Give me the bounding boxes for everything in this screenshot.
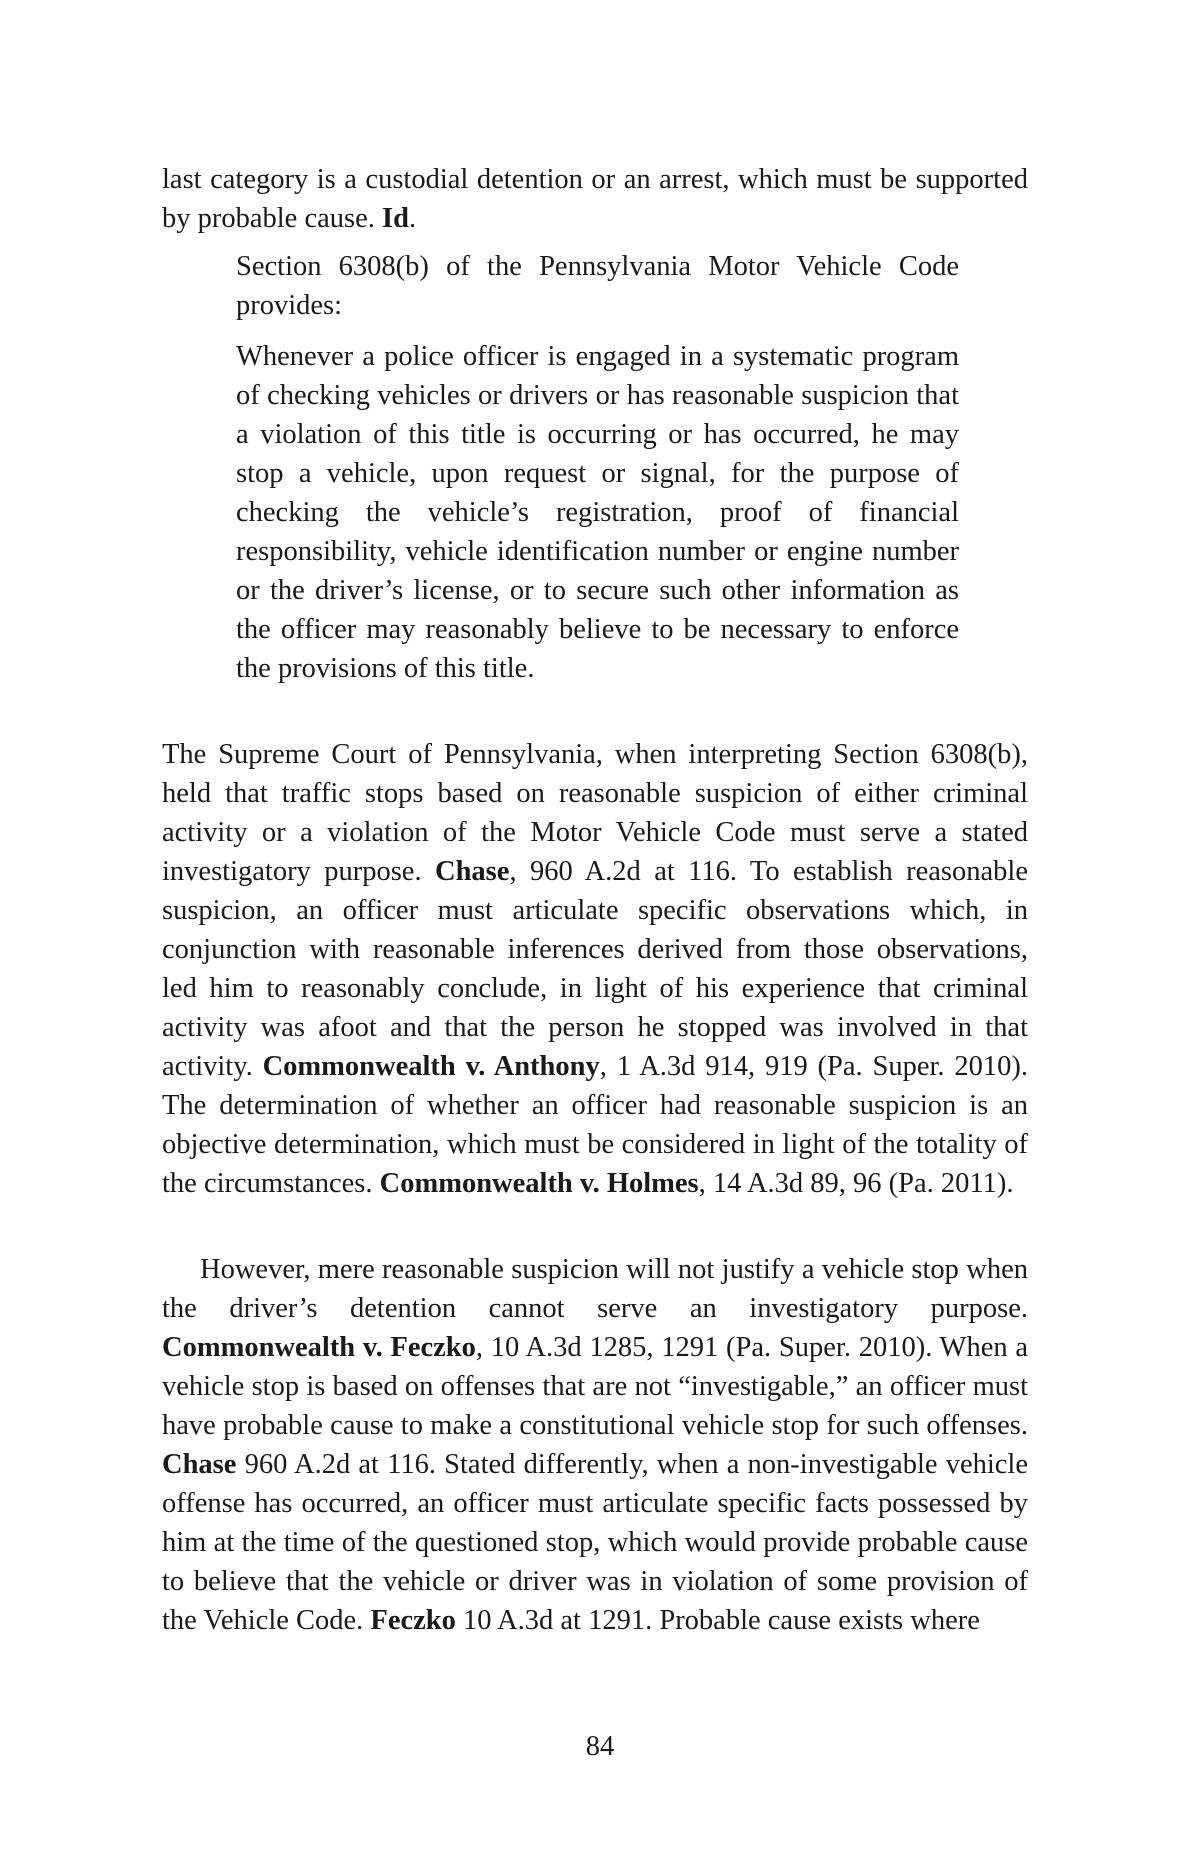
text-run: , 10 A.3d 1285, 1291 (Pa. Super. 2010). When a vehicle stop is based on offenses that are not “investigable,” an officer must have probable cause to make a constitutional vehicle stop for such offenses.	[162, 1332, 1029, 1441]
text-run: Section 6308(b) of the Pennsylvania Motor Vehicle Code provides:	[236, 251, 959, 321]
citation: Commonwealth v. Feczko	[162, 1332, 476, 1363]
text-run: .	[408, 203, 417, 234]
page-number: 84	[585, 1731, 615, 1762]
statute-intro	[236, 247, 959, 325]
text-run: The Supreme Court of Pennsylvania, when interpreting Section 6308(b), held that traffic stops based on reasonable suspicion of either criminal activity or a violation of the Motor Vehicle Code must serve a stated investigatory purpose.	[162, 739, 1028, 887]
citation: Commonwealth v. Anthony	[262, 1051, 600, 1082]
text-run: , 1 A.3d 914, 919 (Pa. Super. 2010). The determination of whether an officer had reasonable suspicion is an objective determination, which must be considered in light of the totality of the circumstances.	[162, 1051, 1028, 1199]
text-run: last category is a custodial detention or an arrest, which must be supported by probable cause.	[162, 164, 1028, 234]
citation: Feczko	[370, 1605, 456, 1636]
citation: Commonwealth v. Holmes	[379, 1168, 699, 1199]
text-run: 960 A.2d at 116. Stated differently, when a non-investigable vehicle offense has occurred, an officer must articulate specific facts possessed by him at the time of the questioned stop, which would provide probable cause to believe that the vehicle or driver was in violation of some provision of the Vehicle Code.	[162, 1449, 1028, 1636]
text-run: Whenever a police officer is engaged in a systematic program of checking vehicles or drivers or has reasonable suspicion that a violation of this title is occurring or has occurred, he may stop a vehicle, upon request or signal, for the purpose of checking the vehicle’s registration, proof of financial responsibility, vehicle identification number or engine number or the driver’s license, or to secure such other information as the officer may reasonably believe to be necessary to enforce the provisions of this title.	[236, 341, 959, 684]
citation: Chase	[162, 1449, 237, 1480]
citation: Chase	[435, 856, 510, 887]
text-run: , 14 A.3d 89, 96 (Pa. 2011).	[698, 1168, 1014, 1199]
paragraph-continuation	[162, 160, 1028, 238]
citation: Id	[382, 203, 409, 234]
text-run: 10 A.3d at 1291. Probable cause exists where	[455, 1605, 980, 1636]
text-run: , 960 A.2d at 116. To establish reasonable suspicion, an officer must articulate specific observations which, in conjunction with reasonable inferences derived from those observations, led him to reasonably conclude, in light of his experience that criminal activity was afoot and that the person he stopped was involved in that activity.	[162, 856, 1028, 1082]
text-run: However, mere reasonable suspicion will not justify a vehicle stop when the driver’s detention cannot serve an investigatory purpose.	[162, 1254, 1028, 1324]
statute-quote	[236, 337, 959, 688]
paragraph-however	[162, 1250, 1028, 1640]
paragraph-supreme-court	[162, 735, 1028, 1203]
